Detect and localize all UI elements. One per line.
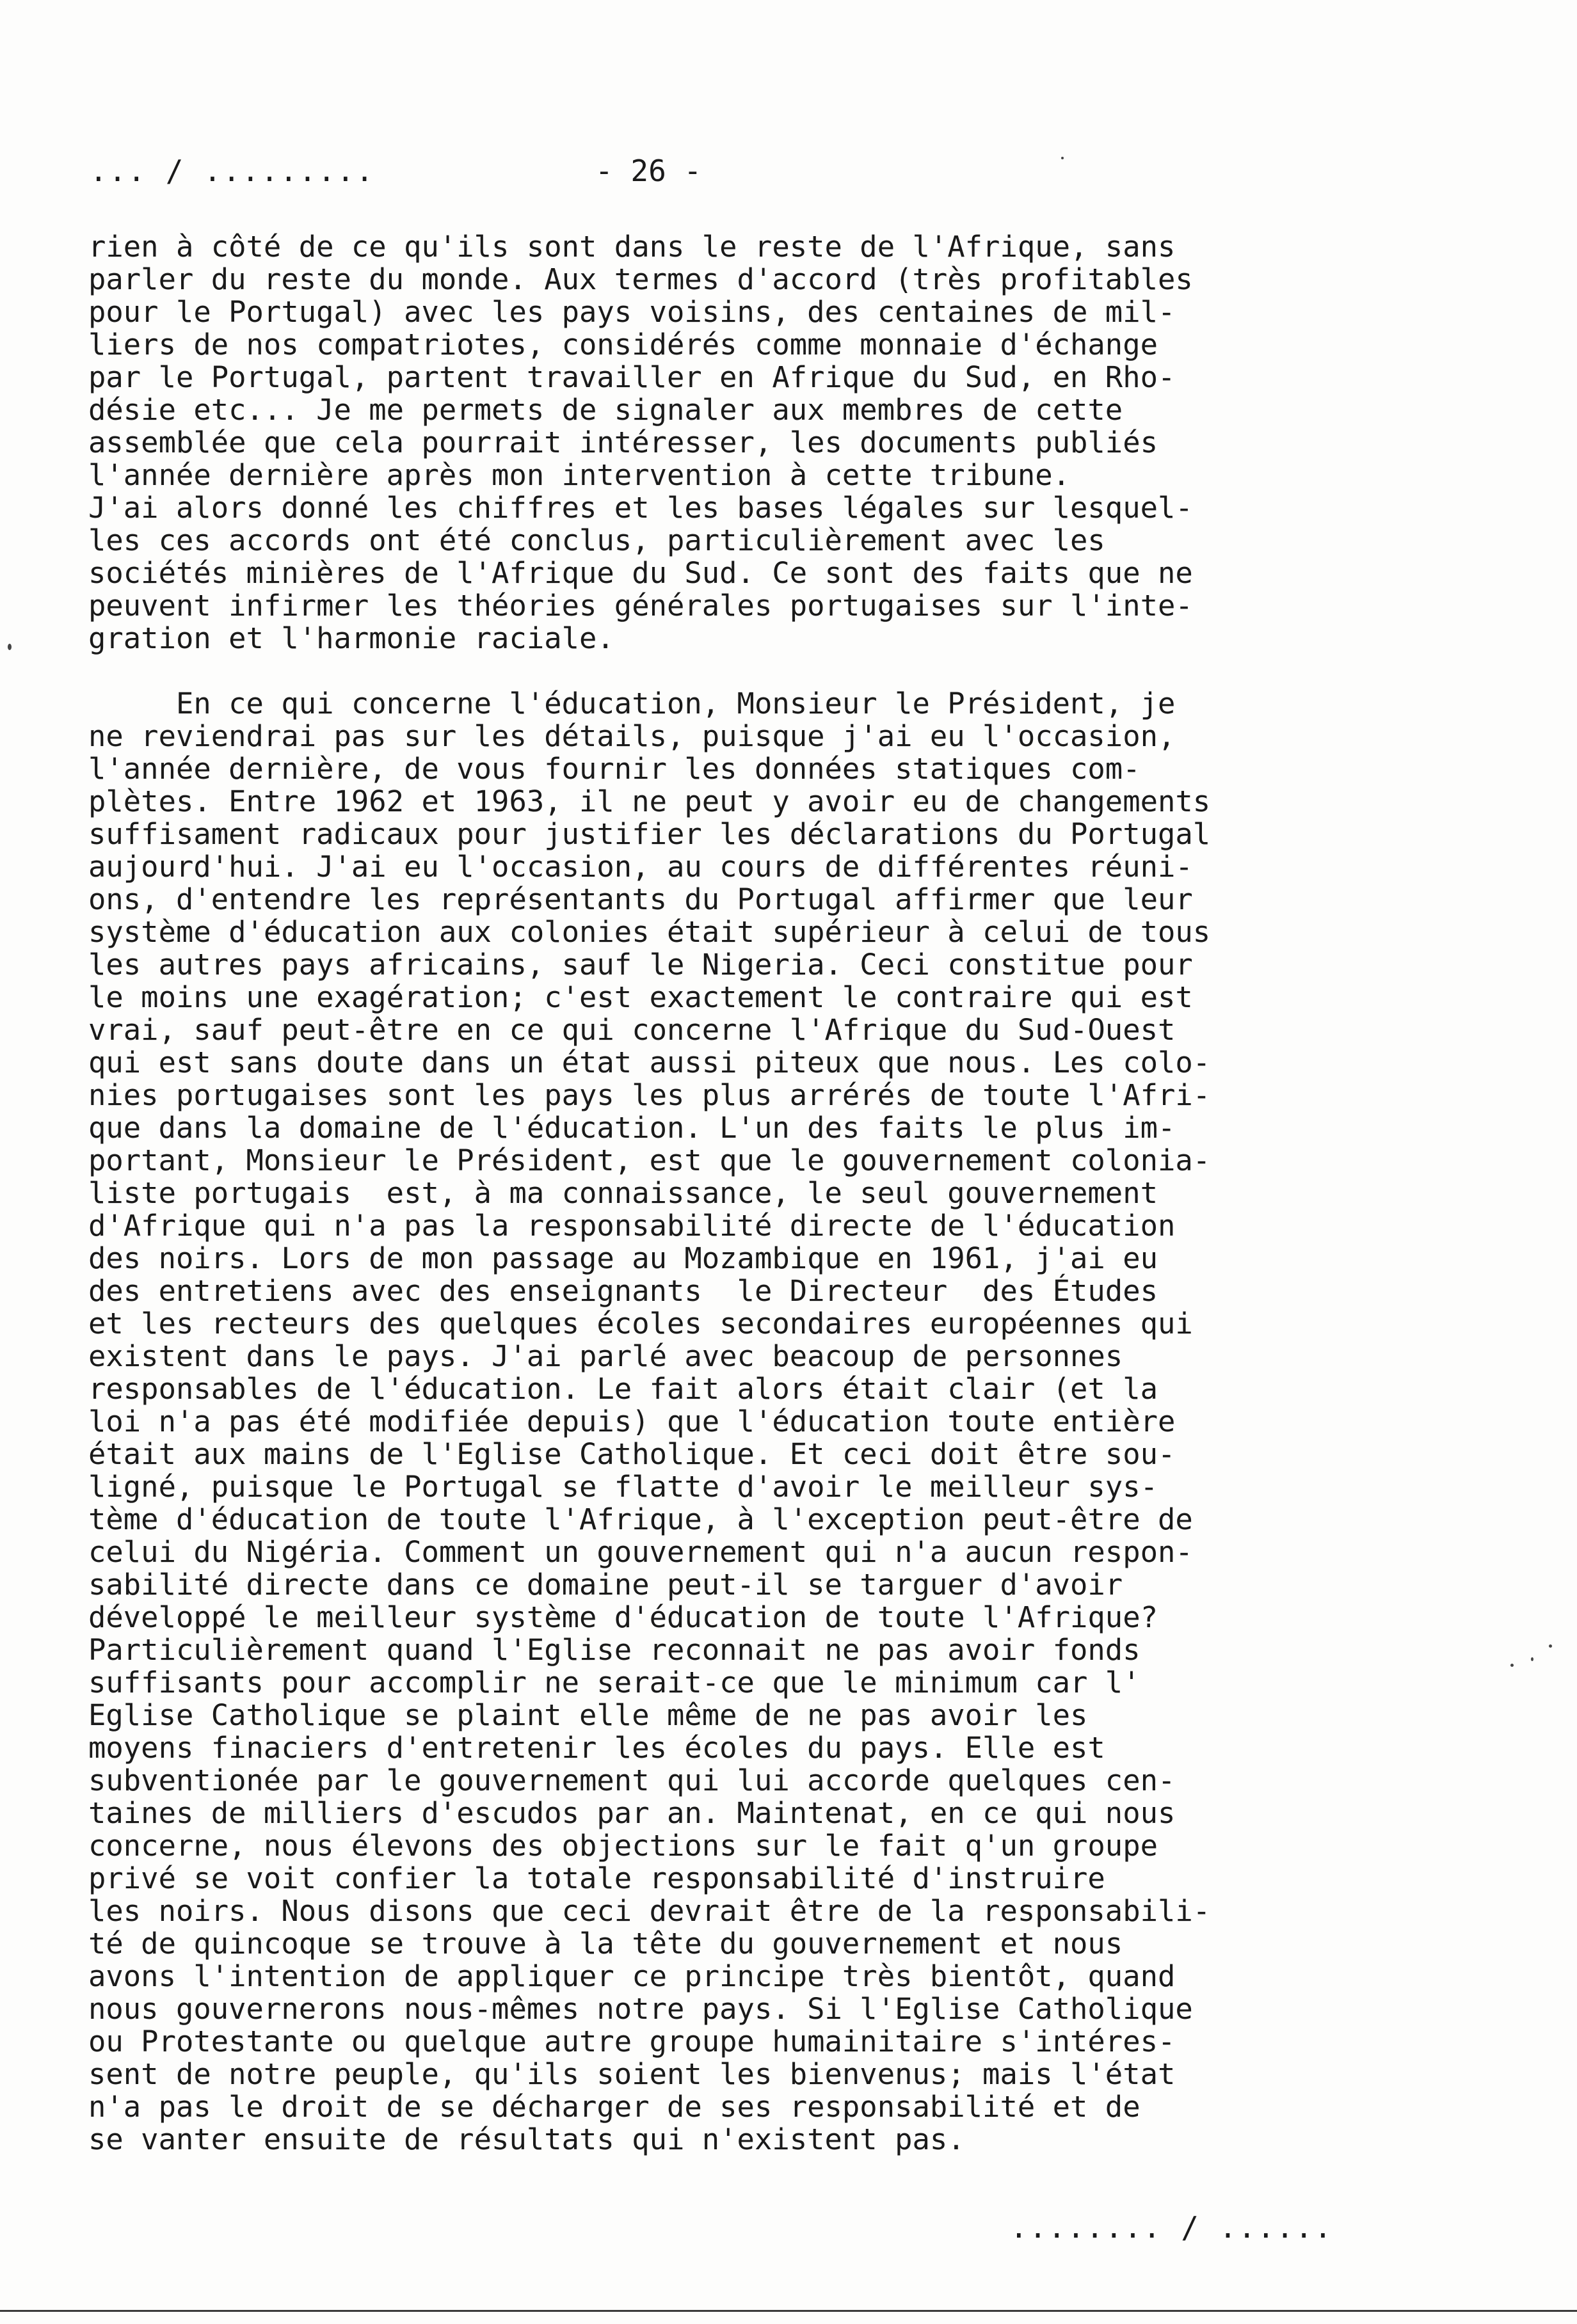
text-line: se vanter ensuite de résultats qui n'existent pas.	[88, 2122, 965, 2156]
text-line: sabilité directe dans ce domaine peut-il se targuer d'avoir	[88, 1568, 1123, 1602]
text-line: nies portugaises sont les pays les plus arrérés de toute l'Afri-	[88, 1078, 1211, 1112]
text-line: Particulièrement quand l'Eglise reconnait ne pas avoir fonds	[88, 1633, 1141, 1667]
text-line: concerne, nous élevons des objections sur le fait q'un groupe	[88, 1829, 1158, 1863]
margin-speck	[1531, 1657, 1533, 1661]
scan-bottom-edge	[0, 2310, 1577, 2312]
text-line: ons, d'entendre les représentants du Portugal affirmer que leur	[88, 882, 1193, 916]
text-line: système d'éducation aux colonies était supérieur à celui de tous	[88, 915, 1211, 949]
text-line: tème d'éducation de toute l'Afrique, à l'exception peut-être de	[88, 1502, 1193, 1536]
text-line: par le Portugal, partent travailler en Afrique du Sud, en Rho-	[88, 360, 1176, 394]
text-line: qui est sans doute dans un état aussi piteux que nous. Les colo-	[88, 1046, 1211, 1079]
page-number: - 26 -	[595, 154, 702, 188]
paragraph	[88, 230, 1368, 655]
text-line: celui du Nigéria. Comment un gouvernement qui n'a aucun respon-	[88, 1535, 1193, 1569]
text-line: parler du reste du monde. Aux termes d'accord (très profitables	[88, 262, 1193, 296]
text-line: En ce qui concerne l'éducation, Monsieur le Président, je	[88, 687, 1176, 720]
text-line: gration et l'harmonie raciale.	[88, 621, 614, 655]
margin-speck	[1549, 1644, 1552, 1648]
text-line: moyens finaciers d'entretenir les écoles du pays. Elle est	[88, 1731, 1105, 1765]
text-line: suffisants pour accomplir ne serait-ce que le minimum car l'	[88, 1666, 1141, 1699]
text-line: désie etc... Je me permets de signaler aux membres de cette	[88, 393, 1123, 427]
margin-speck	[1510, 1664, 1514, 1667]
text-line: ne reviendrai pas sur les détails, puisque j'ai eu l'occasion,	[88, 719, 1176, 753]
text-line: d'Afrique qui n'a pas la responsabilité directe de l'éducation	[88, 1209, 1176, 1243]
text-line: développé le meilleur système d'éducation de toute l'Afrique?	[88, 1600, 1158, 1634]
text-line: et les recteurs des quelques écoles secondaires européennes qui	[88, 1307, 1193, 1341]
text-line: sent de notre peuple, qu'ils soient les bienvenus; mais l'état	[88, 2057, 1176, 2091]
text-line: ligné, puisque le Portugal se flatte d'avoir le meilleur sys-	[88, 1470, 1158, 1504]
margin-speck	[8, 644, 12, 650]
text-line: peuvent infirmer les théories générales portugaises sur l'inte-	[88, 589, 1193, 623]
text-line: des noirs. Lors de mon passage au Mozambique en 1961, j'ai eu	[88, 1241, 1158, 1275]
header-continuation-marker: ... / .........	[90, 154, 375, 188]
text-line: rien à côté de ce qu'ils sont dans le reste de l'Afrique, sans	[88, 230, 1176, 264]
document-body	[88, 230, 1368, 2156]
text-line: pour le Portugal) avec les pays voisins, des centaines de mil-	[88, 295, 1176, 329]
text-line: loi n'a pas été modifiée depuis) que l'éducation toute entière	[88, 1405, 1176, 1438]
text-line: le moins une exagération; c'est exactement le contraire qui est	[88, 980, 1193, 1014]
text-line: taines de milliers d'escudos par an. Maintenat, en ce qui nous	[88, 1796, 1176, 1830]
text-line: des entretiens avec des enseignants le Directeur des Études	[88, 1274, 1158, 1308]
paragraph-gap	[88, 655, 1368, 687]
footer-continuation-marker: ........ / ......	[1010, 2210, 1333, 2245]
text-line: ou Protestante ou quelque autre groupe humainitaire s'intéres-	[88, 2025, 1176, 2058]
text-line: privé se voit confier la totale responsabilité d'instruire	[88, 1861, 1105, 1895]
text-line: les ces accords ont été conclus, particulièrement avec les	[88, 523, 1105, 557]
text-line: aujourd'hui. J'ai eu l'occasion, au cours de différentes réuni-	[88, 850, 1193, 884]
text-line: était aux mains de l'Eglise Catholique. Et ceci doit être sou-	[88, 1437, 1176, 1471]
text-line: subventionée par le gouvernement qui lui accorde quelques cen-	[88, 1763, 1176, 1797]
paragraph	[88, 687, 1368, 2156]
text-line: l'année dernière après mon intervention à cette tribune.	[88, 458, 1071, 492]
text-line: vrai, sauf peut-être en ce qui concerne l'Afrique du Sud-Ouest	[88, 1013, 1176, 1047]
text-line: existent dans le pays. J'ai parlé avec beacoup de personnes	[88, 1339, 1123, 1373]
text-line: liers de nos compatriotes, considérés comme monnaie d'échange	[88, 328, 1158, 362]
text-line: sociétés minières de l'Afrique du Sud. Ce sont des faits que ne	[88, 556, 1193, 590]
text-line: que dans la domaine de l'éducation. L'un des faits le plus im-	[88, 1111, 1176, 1145]
text-line: suffisament radicaux pour justifier les déclarations du Portugal	[88, 817, 1211, 851]
text-line: Eglise Catholique se plaint elle même de ne pas avoir les	[88, 1698, 1088, 1732]
text-line: les autres pays africains, sauf le Nigeria. Ceci constitue pour	[88, 948, 1193, 982]
text-line: les noirs. Nous disons que ceci devrait être de la responsabili-	[88, 1894, 1211, 1928]
text-line: portant, Monsieur le Président, est que le gouvernement colonia-	[88, 1143, 1211, 1177]
text-line: liste portugais est, à ma connaissance, le seul gouvernement	[88, 1176, 1158, 1210]
margin-speck	[1061, 157, 1064, 159]
text-line: J'ai alors donné les chiffres et les bases légales sur lesquel-	[88, 491, 1193, 525]
text-line: l'année dernière, de vous fournir les données statiques com-	[88, 752, 1141, 786]
text-line: nous gouvernerons nous-mêmes notre pays. Si l'Eglise Catholique	[88, 1992, 1193, 2026]
text-line: avons l'intention de appliquer ce principe très bientôt, quand	[88, 1959, 1176, 1993]
text-line: té de quincoque se trouve à la tête du gouvernement et nous	[88, 1927, 1123, 1961]
text-line: n'a pas le droit de se décharger de ses responsabilité et de	[88, 2090, 1141, 2124]
text-line: responsables de l'éducation. Le fait alors était clair (et la	[88, 1372, 1158, 1406]
text-line: assemblée que cela pourrait intéresser, les documents publiés	[88, 426, 1158, 459]
text-line: plètes. Entre 1962 et 1963, il ne peut y avoir eu de changements	[88, 784, 1211, 818]
